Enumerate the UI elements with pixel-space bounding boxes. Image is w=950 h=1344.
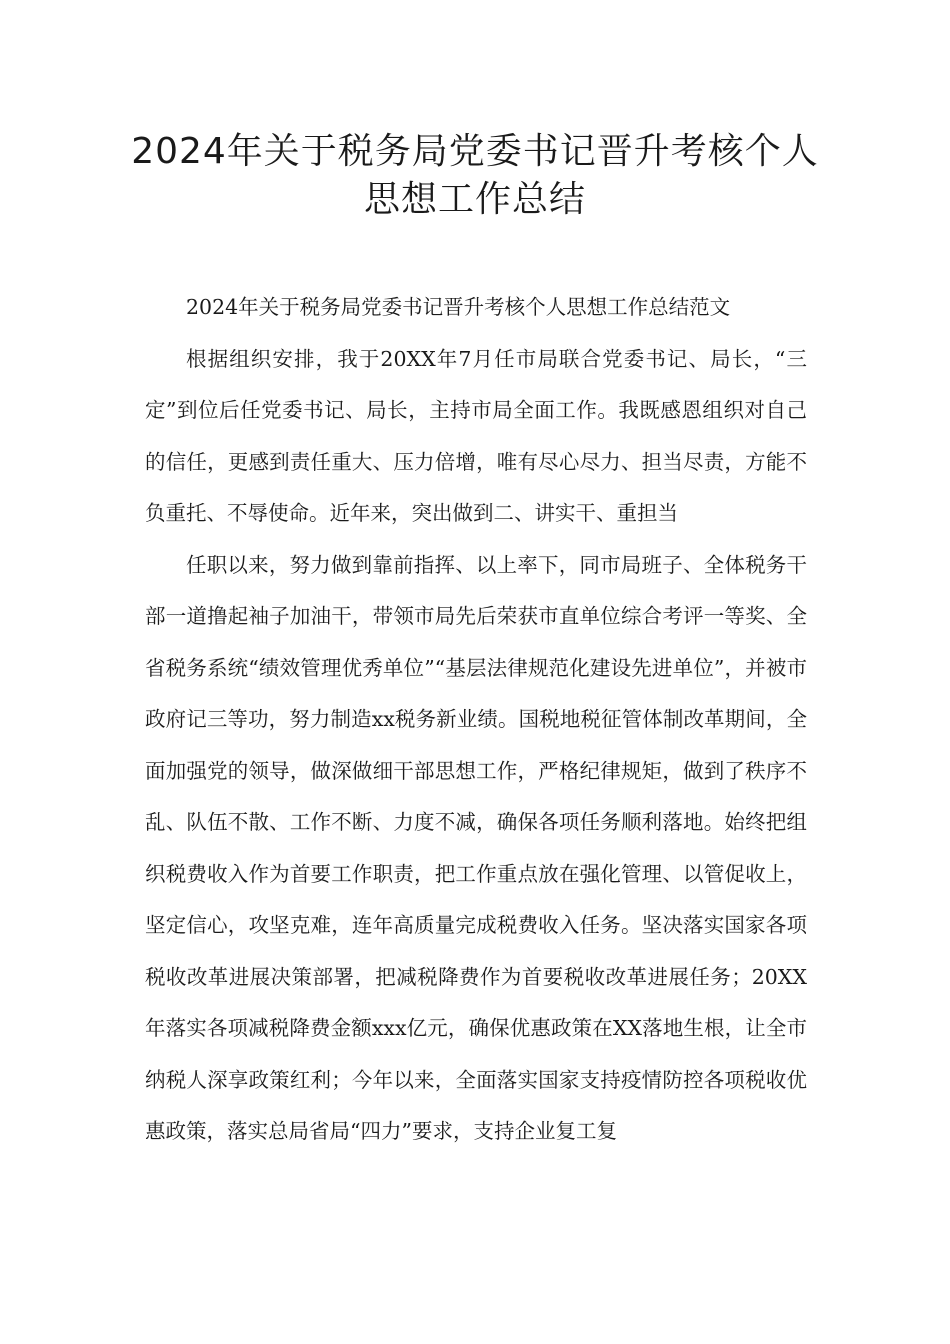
document-body [145,282,807,1158]
body-paragraph-1: 根据组织安排，我于20XX年7月任市局联合党委书记、局长，“三定”到位后任党委书记、局长，主持市局全面工作。我既感恩组织对自己的信任，更感到责任重大、压力倍增，唯有尽心尽力、担当尽责，方能不负重托、不辱使命。近年来，突出做到二、讲实干、重担当 [145,346,807,525]
document-subtitle: 2024年关于税务局党委书记晋升考核个人思想工作总结范文 [186,295,731,319]
body-paragraph-2: 任职以来，努力做到靠前指挥、以上率下，同市局班子、全体税务干部一道撸起袖子加油干，带领市局先后荣获市直单位综合考评一等奖、全省税务系统“绩效管理优秀单位”“基层法律规范化建设先进单位”，并被市政府记三等功，努力制造xx税务新业绩。国税地税征管体制改革期间，全面加强党的领导，做深做细干部思想工作，严格纪律规矩，做到了秩序不乱、队伍不散、工作不断、力度不减，确保各项任务顺利落地。始终把组织税费收入作为首要工作职责，把工作重点放在强化管理、以管促收上，坚定信心，攻坚克难，连年高质量完成税费收入任务。坚决落实国家各项税收改革进展决策部署，把减税降费作为首要税收改革进展任务；20XX年落实各项减税降费金额xxx亿元，确保优惠政策在XX落地生根，让全市纳税人深享政策红利；今年以来，全面落实国家支持疫情防控各项税收优惠政策，落实总局省局“四力”要求，支持企业复工复 [145,552,807,1143]
document-title: 2024年关于税务局党委书记晋升考核个人思想工作总结 [131,131,819,220]
